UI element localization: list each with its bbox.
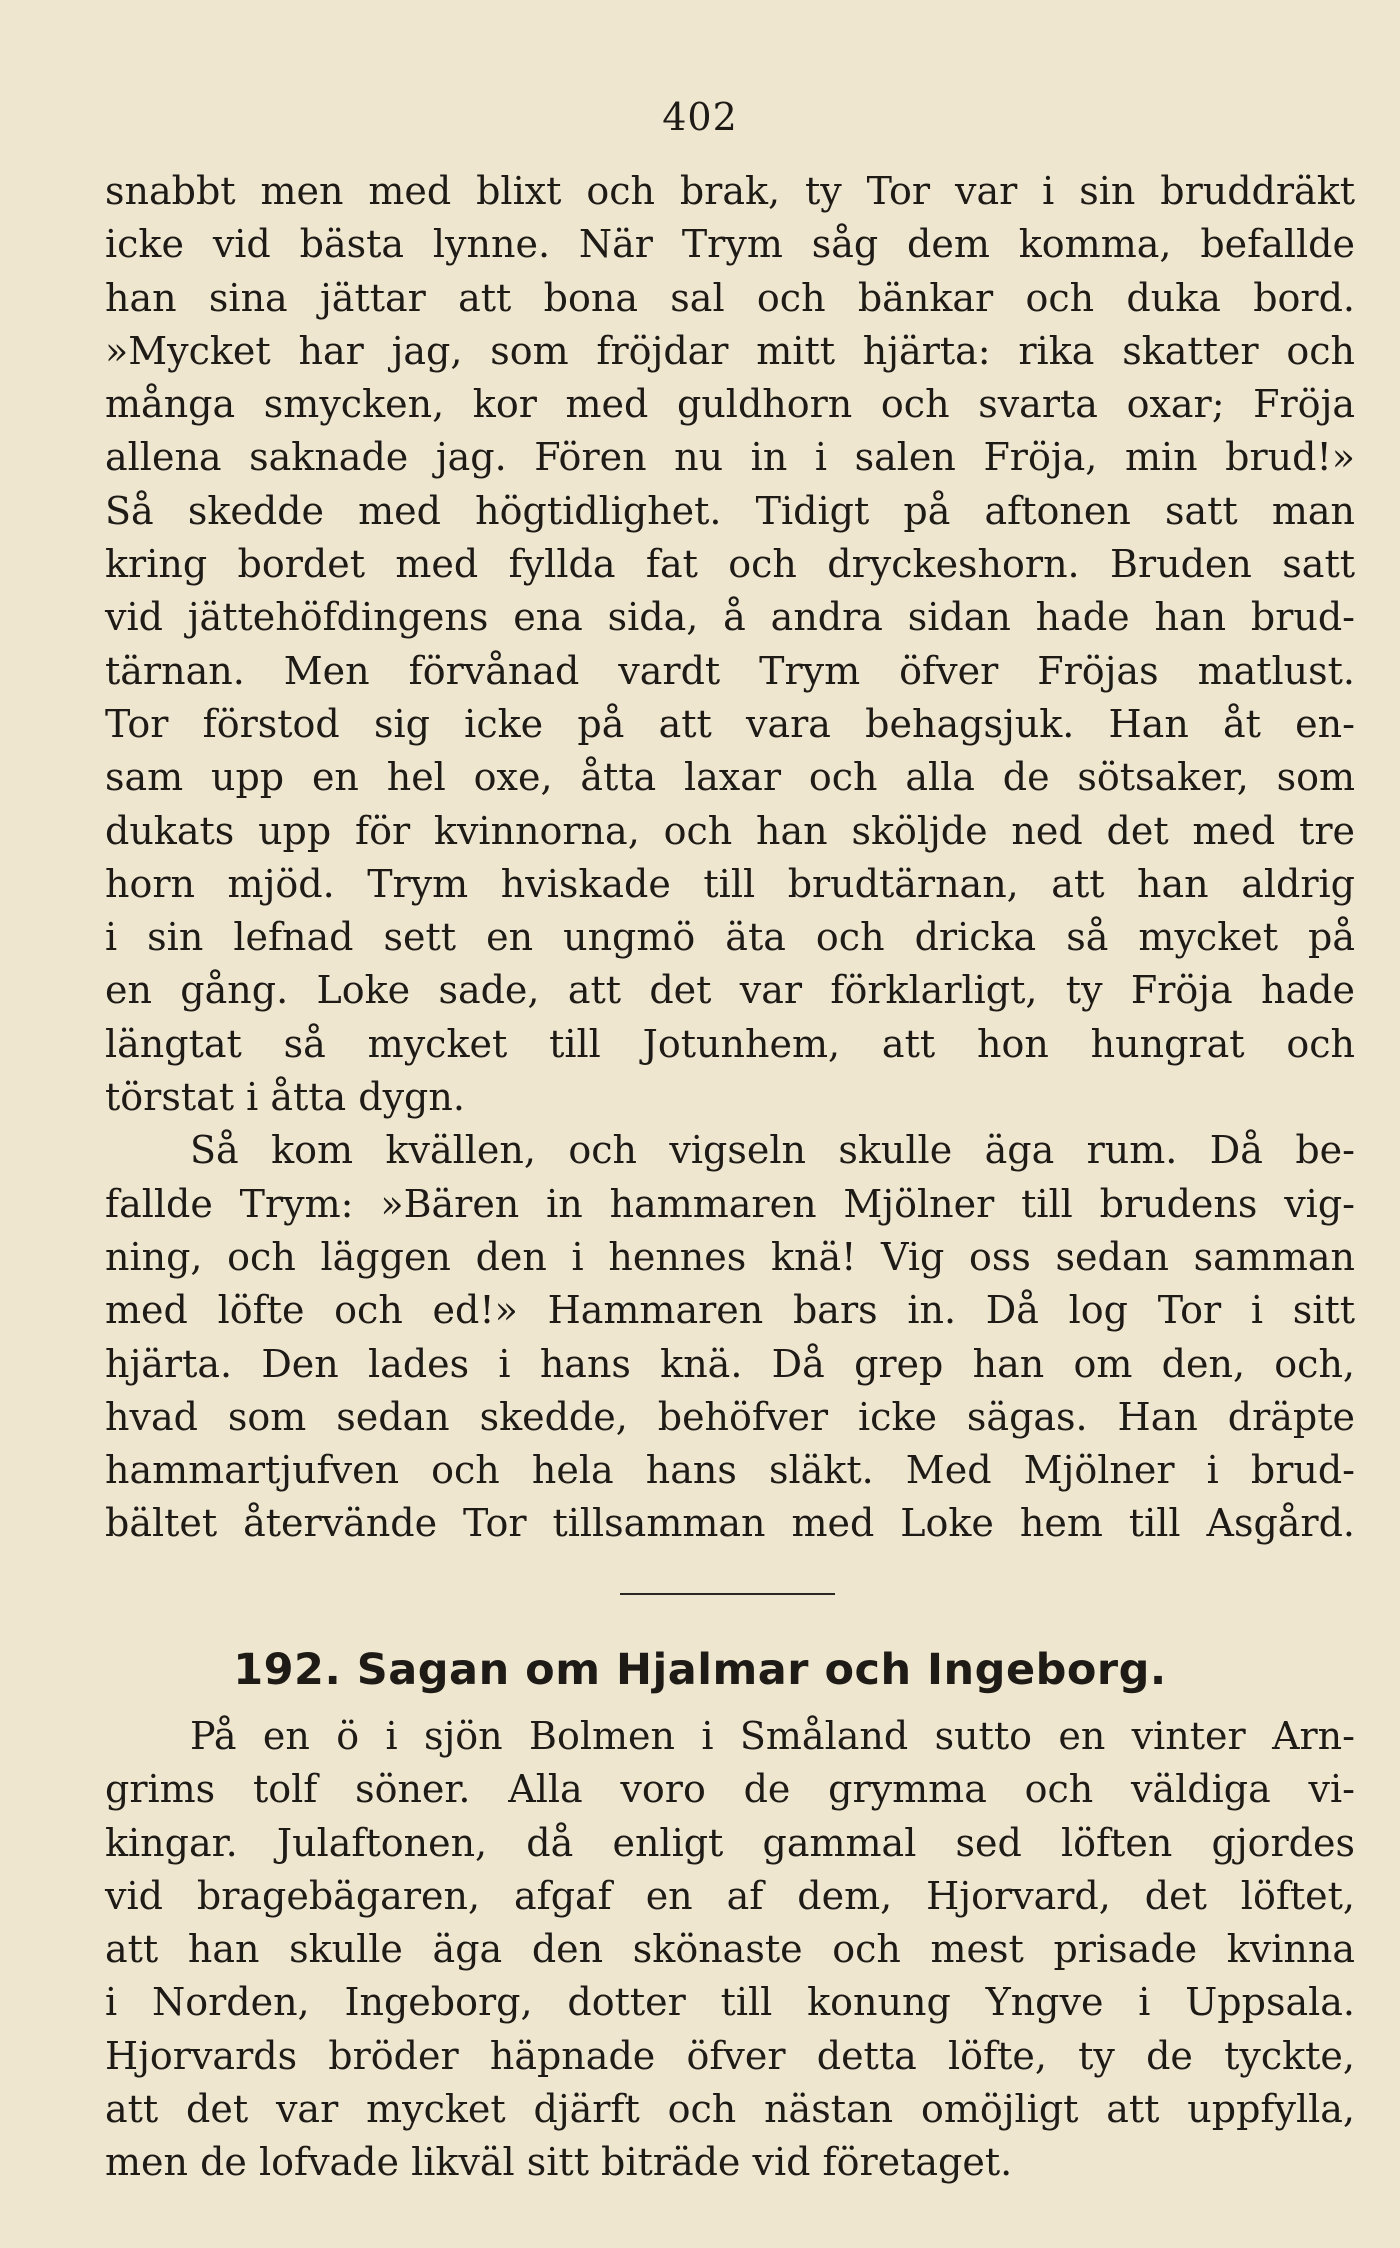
section-heading: 192. Sagan om Hjalmar och Ingeborg. — [233, 1645, 1167, 1695]
page-number: 402 — [662, 95, 738, 139]
text-line: hvad som sedan skedde, behöfver icke sägas. Han dräpte — [105, 1394, 1355, 1439]
text-line: han sina jättar att bona sal och bänkar och duka bord. — [105, 275, 1355, 320]
text-line: längtat så mycket till Jotunhem, att hon hungrat och — [105, 1021, 1355, 1066]
text-line: »Mycket har jag, som fröjdar mitt hjärta: rika skatter och — [105, 328, 1355, 373]
paragraph-3 — [105, 1710, 1355, 2190]
text-line: Hjorvards bröder häpnade öfver detta löfte, ty de tyckte, — [105, 2033, 1355, 2078]
text-line: törstat i åtta dygn. — [105, 1075, 465, 1120]
paragraph-2 — [105, 1124, 1355, 1550]
text-line: fallde Trym: »Bären in hammaren Mjölner till brudens vig- — [105, 1181, 1355, 1226]
text-line: med löfte och ed!» Hammaren bars in. Då log Tor i sitt — [105, 1288, 1355, 1333]
text-line: snabbt men med blixt och brak, ty Tor var i sin bruddräkt — [105, 169, 1355, 213]
text-line: att han skulle äga den skönaste och mest prisade kvinna — [105, 1927, 1355, 1972]
text-line: grims tolf söner. Alla voro de grymma och väldiga vi- — [105, 1767, 1355, 1812]
text-line: vid jättehöfdingens ena sida, å andra sidan hade han brud- — [105, 595, 1355, 640]
text-line: i Norden, Ingeborg, dotter till konung Yngve i Uppsala. — [105, 1980, 1355, 2025]
text-line: bältet återvände Tor tillsamman med Loke hem till Asgård. — [105, 1501, 1355, 1546]
text-line: horn mjöd. Trym hviskade till brudtärnan, att han aldrig — [105, 861, 1355, 906]
paragraph-1 — [105, 165, 1355, 1124]
text-line: dukats upp för kvinnorna, och han sköljde ned det med tre — [105, 808, 1355, 853]
text-line: vid bragebägaren, afgaf en af dem, Hjorvard, det löftet, — [105, 1873, 1355, 1918]
text-line: hammartjufven och hela hans släkt. Med Mjölner i brud- — [105, 1448, 1355, 1493]
text-line: kring bordet med fyllda fat och dryckeshorn. Bruden satt — [105, 542, 1355, 587]
text-line: Så skedde med högtidlighet. Tidigt på aftonen satt man — [105, 488, 1355, 533]
text-line: hjärta. Den lades i hans knä. Då grep han om den, och, — [105, 1341, 1355, 1386]
text-line: kingar. Julaftonen, då enligt gammal sed löften gjordes — [105, 1820, 1355, 1865]
text-line: i sin lefnad sett en ungmö äta och dricka så mycket på — [105, 915, 1355, 960]
text-block-upper — [105, 165, 1355, 1551]
text-line: tärnan. Men förvånad vardt Trym öfver Fröjas matlust. — [105, 648, 1355, 693]
text-line: ning, och läggen den i hennes knä! Vig oss sedan samman — [105, 1234, 1355, 1279]
text-line: men de lofvade likväl sitt biträde vid företaget. — [105, 2140, 1013, 2185]
text-line: På en ö i sjön Bolmen i Småland sutto en vinter Arn- — [190, 1714, 1355, 1758]
text-line: en gång. Loke sade, att det var förklarligt, ty Fröja hade — [105, 968, 1355, 1013]
text-block-lower — [105, 1710, 1355, 2190]
text-line: sam upp en hel oxe, åtta laxar och alla de sötsaker, som — [105, 755, 1355, 800]
text-line: icke vid bästa lynne. När Trym såg dem komma, befallde — [105, 222, 1355, 267]
text-line: många smycken, kor med guldhorn och svarta oxar; Fröja — [105, 382, 1355, 427]
text-line: allena saknade jag. Fören nu in i salen Fröja, min brud!» — [105, 435, 1355, 480]
section-divider — [620, 1593, 835, 1595]
text-line: att det var mycket djärft och nästan omöjligt att uppfylla, — [105, 2087, 1355, 2132]
text-line: Så kom kvällen, och vigseln skulle äga rum. Då be- — [190, 1128, 1355, 1173]
text-line: Tor förstod sig icke på att vara behagsjuk. Han åt en- — [105, 701, 1355, 746]
